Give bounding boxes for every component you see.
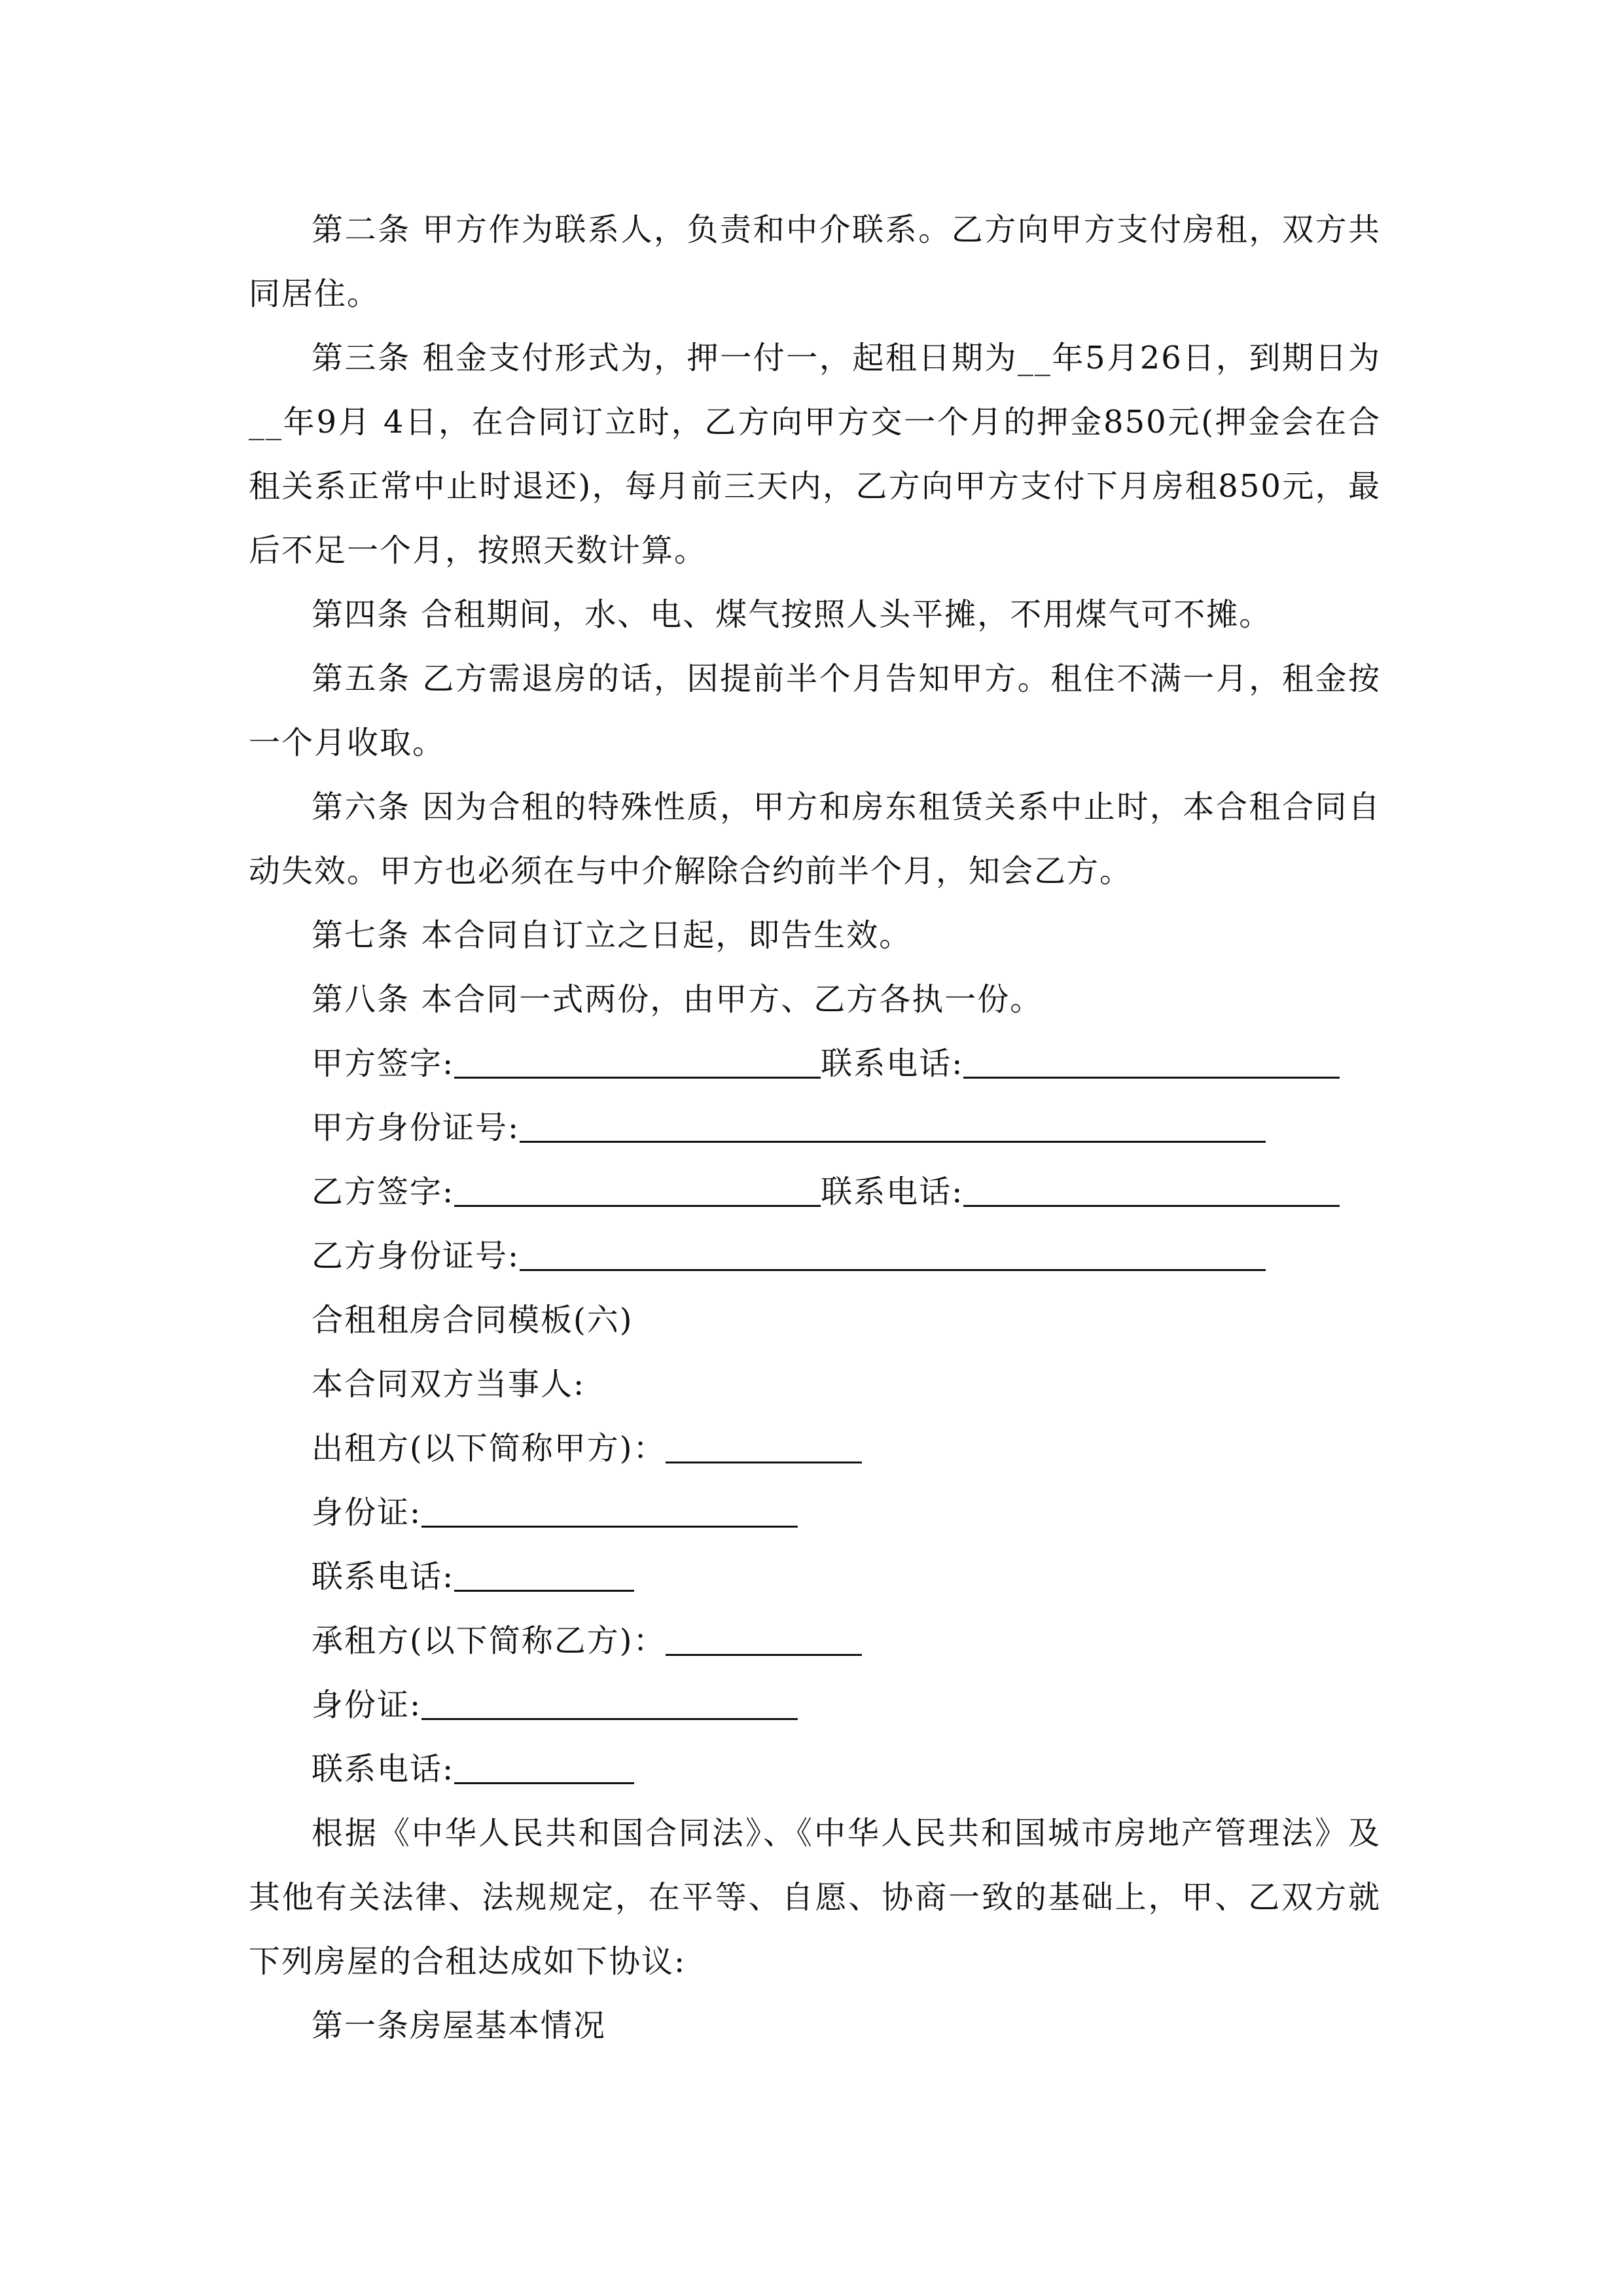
- party-a-phone-blank: [963, 1037, 1340, 1079]
- lessor-row: [249, 1416, 1381, 1480]
- clause-2: 第二条 甲方作为联系人，负责和中介联系。乙方向甲方支付房租，双方共同居住。: [249, 211, 1381, 312]
- preamble: 根据《中华人民共和国合同法》、《中华人民共和国城市房地产管理法》及其他有关法律、法规规定，在平等、自愿、协商一致的基础上，甲、乙双方就下列房屋的合租达成如下协议:: [249, 1815, 1381, 1980]
- lessor-id-blank: [421, 1486, 798, 1528]
- party-b-sign-blank: [454, 1166, 821, 1207]
- clause-3: 第三条 租金支付形式为，押一付一，起租日期为__年5月26日，到期日为__年9月 4日，在合同订立时，乙方向甲方交一个月的押金850元(押金会在合租关系正常中止时退还)，每月前三天内，乙方向甲方支付下月房租850元，最后不足一个月，按照天数计算。: [249, 340, 1381, 569]
- parties-heading: 本合同双方当事人:: [312, 1366, 586, 1403]
- document-body: [249, 198, 1381, 2058]
- clause-7: 第七条 本合同自订立之日起，即告生效。: [312, 917, 912, 954]
- party-b-id-blank: [520, 1230, 1266, 1271]
- lessee-phone-label: 联系电话:: [312, 1751, 455, 1787]
- party-a-sign-label: 甲方签字:: [312, 1045, 455, 1082]
- template-title: 合租租房合同模板(六): [312, 1302, 633, 1338]
- lessor-phone-label: 联系电话:: [312, 1558, 455, 1595]
- lessee-phone-row: [249, 1737, 1381, 1801]
- party-a-id-row: [249, 1096, 1381, 1160]
- clause-6: 第六条 因为合租的特殊性质，甲方和房东租赁关系中止时，本合租合同自动失效。甲方也必须在与中介解除合约前半个月，知会乙方。: [249, 789, 1381, 889]
- lessor-blank: [666, 1422, 862, 1463]
- lessee-row: [249, 1609, 1381, 1673]
- article-1-heading: 第一条房屋基本情况: [312, 2007, 607, 2044]
- party-a-sign-blank: [454, 1037, 821, 1079]
- lessee-blank: [666, 1615, 862, 1656]
- party-a-id-blank: [520, 1102, 1266, 1143]
- lessee-id-blank: [421, 1679, 798, 1720]
- party-a-id-label: 甲方身份证号:: [312, 1109, 520, 1146]
- party-b-sign-label: 乙方签字:: [312, 1174, 455, 1210]
- lessee-id-row: [249, 1673, 1381, 1737]
- clause-4: 第四条 合租期间，水、电、煤气按照人头平摊，不用煤气可不摊。: [312, 596, 1272, 633]
- lessor-phone-row: [249, 1545, 1381, 1609]
- lessee-phone-blank: [454, 1743, 634, 1784]
- party-b-id-label: 乙方身份证号:: [312, 1238, 520, 1274]
- party-b-phone-label: 联系电话:: [821, 1174, 964, 1210]
- lessee-id-label: 身份证:: [312, 1687, 422, 1723]
- party-b-id-row: [249, 1224, 1381, 1288]
- lessor-label: 出租方(以下简称甲方)：: [312, 1430, 666, 1467]
- party-b-phone-blank: [963, 1166, 1340, 1207]
- party-a-phone-label: 联系电话:: [821, 1045, 964, 1082]
- lessor-id-label: 身份证:: [312, 1494, 422, 1531]
- lessor-id-row: [249, 1480, 1381, 1545]
- clause-5: 第五条 乙方需退房的话，因提前半个月告知甲方。租住不满一月，租金按一个月收取。: [249, 660, 1381, 761]
- lessee-label: 承租方(以下简称乙方)：: [312, 1623, 666, 1659]
- clause-8: 第八条 本合同一式两份，由甲方、乙方各执一份。: [312, 981, 1043, 1018]
- party-b-signature-row: [249, 1160, 1381, 1224]
- lessor-phone-blank: [454, 1551, 634, 1592]
- party-a-signature-row: [249, 1031, 1381, 1096]
